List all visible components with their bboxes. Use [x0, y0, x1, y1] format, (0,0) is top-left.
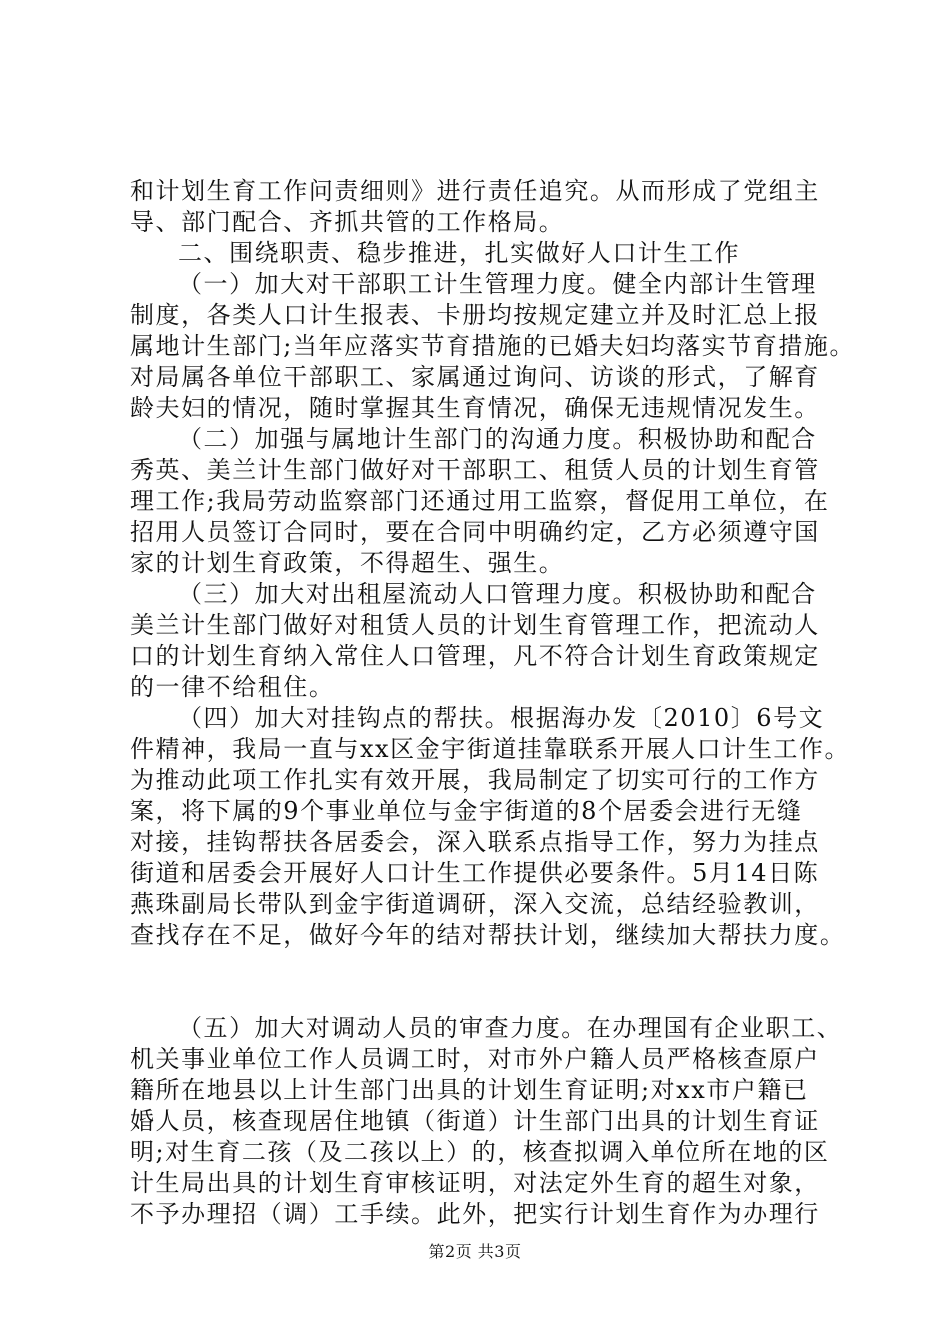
paragraph-first-line: （三）加大对出租屋流动人口管理力度。积极协助和配合 — [178, 580, 817, 608]
paragraph-first-line: （一）加大对干部职工计生管理力度。健全内部计生管理 — [178, 270, 817, 298]
text-line: 秀英、美兰计生部门做好对干部职工、租赁人员的计划生育管 — [130, 456, 820, 484]
text-line: 对接，挂钩帮扶各居委会，深入联系点指导工作，努力为挂点 — [130, 828, 820, 856]
text-line: 为推动此项工作扎实有效开展，我局制定了切实可行的工作方 — [130, 766, 820, 794]
text-line: 不予办理招（调）工手续。此外，把实行计划生育作为办理行 — [130, 1200, 820, 1228]
text-line: 案，将下属的9个事业单位与金宇街道的8个居委会进行无缝 — [130, 797, 803, 825]
text-line: 导、部门配合、齐抓共管的工作格局。 — [130, 208, 565, 236]
text-line: 理工作;我局劳动监察部门还通过用工监察，督促用工单位，在 — [130, 487, 830, 515]
text-line: 口的计划生育纳入常住人口管理，凡不符合计划生育政策规定 — [130, 642, 820, 670]
text-line: 属地计生部门;当年应落实节育措施的已婚夫妇均落实节育措施。 — [130, 332, 856, 360]
text-line: 燕珠副局长带队到金宇街道调研，深入交流，总结经验教训， — [130, 890, 820, 918]
page-number-footer: 第2页 共3页 — [428, 1242, 522, 1261]
paragraph-first-line: （五）加大对调动人员的审查力度。在办理国有企业职工、 — [178, 1014, 843, 1042]
paragraph-first-line: （二）加强与属地计生部门的沟通力度。积极协助和配合 — [178, 425, 817, 453]
text-line: 对局属各单位干部职工、家属通过询问、访谈的形式，了解育 — [130, 363, 820, 391]
text-line: 美兰计生部门做好对租赁人员的计划生育管理工作，把流动人 — [130, 611, 820, 639]
text-line: 制度，各类人口计生报表、卡册均按规定建立并及时汇总上报 — [130, 301, 820, 329]
text-line: 和计划生育工作问责细则》进行责任追究。从而形成了党组主 — [130, 177, 820, 205]
text-line: 家的计划生育政策，不得超生、强生。 — [130, 549, 565, 577]
text-line: 龄夫妇的情况，随时掌握其生育情况，确保无违规情况发生。 — [130, 394, 820, 422]
section-heading: 二、围绕职责、稳步推进，扎实做好人口计生工作 — [178, 239, 741, 267]
text-line: 籍所在地县以上计生部门出具的计划生育证明;对xx市户籍已 — [130, 1076, 809, 1104]
text-line: 婚人员，核查现居住地镇（街道）计生部门出具的计划生育证 — [130, 1107, 820, 1135]
text-line: 街道和居委会开展好人口计生工作提供必要条件。5月14日陈 — [130, 859, 820, 887]
paragraph-first-line: （四）加大对挂钩点的帮扶。根据海办发〔2010〕6号文 — [178, 704, 825, 732]
text-line: 机关事业单位工作人员调工时，对市外户籍人员严格核查原户 — [130, 1045, 820, 1073]
text-line: 件精神，我局一直与xx区金宇街道挂靠联系开展人口计生工作。 — [130, 735, 851, 763]
text-line: 招用人员签订合同时，要在合同中明确约定，乙方必须遵守国 — [130, 518, 820, 546]
text-line: 查找存在不足，做好今年的结对帮扶计划，继续加大帮扶力度。 — [130, 921, 846, 949]
text-line: 的一律不给租住。 — [130, 673, 335, 701]
text-line: 明;对生育二孩（及二孩以上）的，核查拟调入单位所在地的区 — [130, 1138, 830, 1166]
text-line: 计生局出具的计划生育审核证明，对法定外生育的超生对象， — [130, 1169, 820, 1197]
